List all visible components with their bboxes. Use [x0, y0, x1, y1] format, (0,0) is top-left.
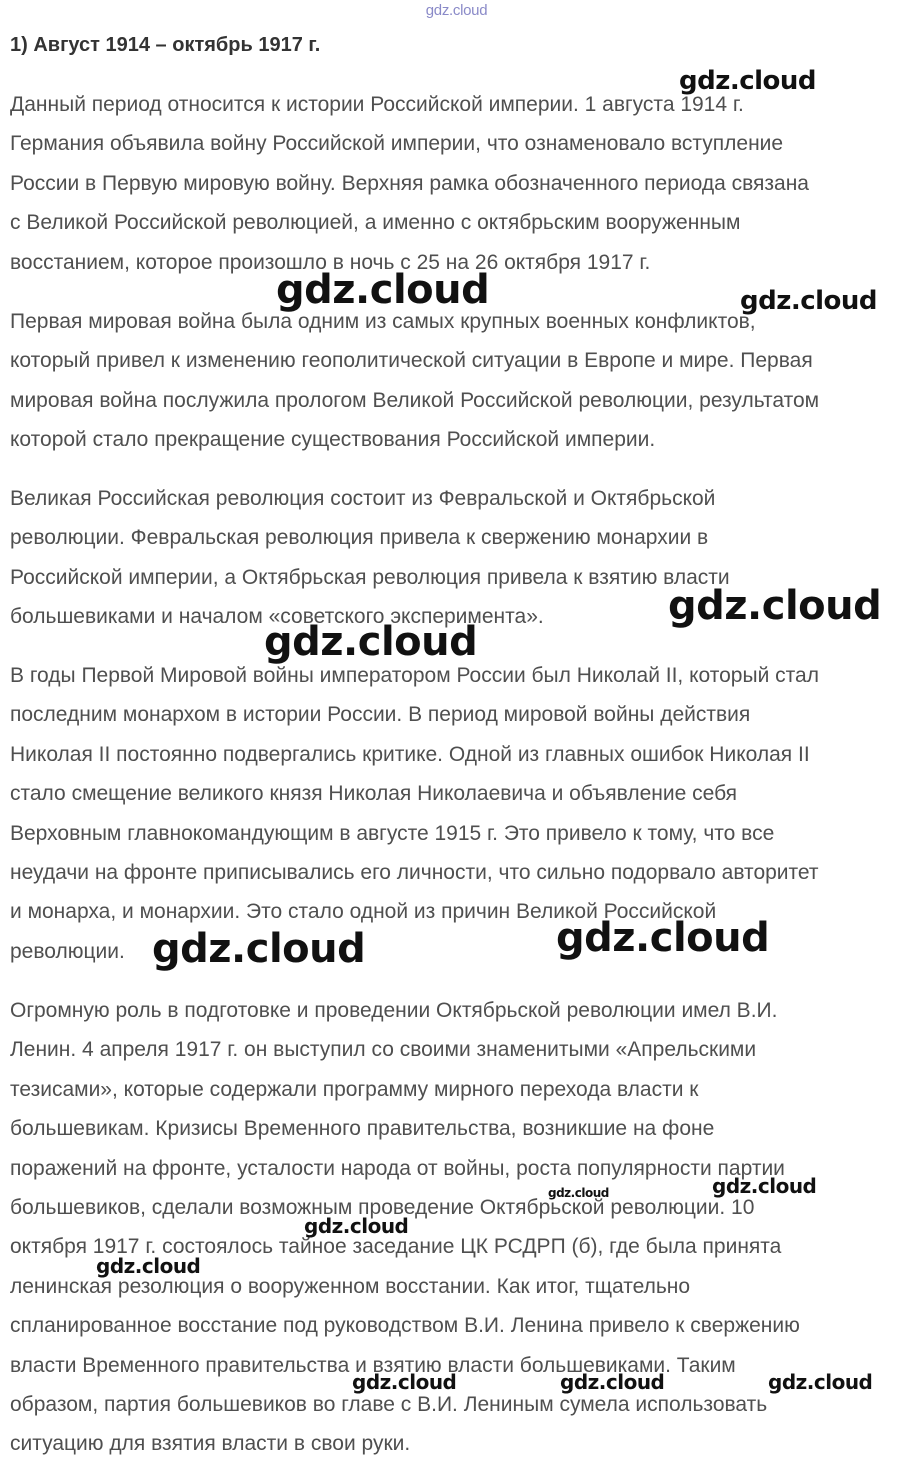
- paragraph-5: Огромную роль в подготовке и проведении Октябрьской революции имел В.И. Ленин. 4 апреля 1917 г. он выступил со своими знаменитыми «Апрельскими тезисами», которые содержали программу мирного перехода власти к большевикам. Кризисы Временного правительства, возникшие на фоне поражений на фронте, усталости народа от войны, роста популярности партии большевиков, сделали возможным проведение Октябрьской революции. 10 октября 1917 г. состоялось тайное заседание ЦК РСДРП (б), где была принята ленинская резолюция о вооруженном восстании. Как итог, тщательно спланированное восстание под руководством В.И. Ленина привело к свержению власти Временного правительства и взятию власти большевиками. Таким образом, партия большевиков во главе с В.И. Лениным сумела использовать ситуацию для взятия власти в свои руки.: [10, 999, 800, 1456]
- paragraph-1: Данный период относится к истории Российской империи. 1 августа 1914 г. Германия объявила войну Российской империи, что ознаменовало вступление России в Первую мировую войну. Верхняя рамка обозначенного периода связана с Великой Российской революцией, а именно с октябрьским вооруженным восстанием, которое произошло в ночь с 25 на 26 октября 1917 г.: [10, 93, 809, 274]
- watermark: gdz.cloud: [548, 1186, 609, 1200]
- watermark: gdz.cloud: [740, 286, 878, 316]
- watermark: gdz.cloud: [152, 926, 366, 972]
- watermark: gdz.cloud: [304, 1214, 409, 1238]
- watermark: gdz.cloud: [679, 66, 817, 96]
- answer-heading: 1) Август 1914 – октябрь 1917 г.: [10, 34, 321, 56]
- watermark: gdz.cloud: [712, 1174, 817, 1198]
- watermark: gdz.cloud: [96, 1254, 201, 1278]
- watermark: gdz.cloud: [560, 1370, 665, 1394]
- paragraph-2: Первая мировая война была одним из самых крупных военных конфликтов, который привел к изменению геополитической ситуации в Европе и мире. Первая мировая война послужила прологом Великой Российской революции, результатом которой стало прекращение существования Российской империи.: [10, 310, 820, 452]
- watermark: gdz.cloud: [768, 1370, 873, 1394]
- watermark: gdz.cloud: [264, 619, 478, 665]
- watermark: gdz.cloud: [668, 583, 882, 629]
- paragraph-4: В годы Первой Мировой войны императором России был Николай II, который стал последним монархом в истории России. В период мировой войны действия Николая II постоянно подвергались критике. Одной из главных ошибок Николая II стало смещение великого князя Николая Николаевича и объявление себя Верховным главнокомандующим в августе 1915 г. Это привело к тому, что все неудачи на фронте приписывались его личности, что сильно подорвало авторитет и монарха, и монархии. Это стало одной из причин Великой Российской революции.: [10, 664, 819, 963]
- paragraph-3: Великая Российская революция состоит из Февральской и Октябрьской революции. Февральская революция привела к свержению монархии в Российской империи, а Октябрьская революция привела к взятию власти большевиками и началом «советского эксперимента».: [10, 487, 730, 629]
- watermark: gdz.cloud: [556, 915, 770, 961]
- watermark: gdz.cloud: [352, 1370, 457, 1394]
- watermark: gdz.cloud: [276, 267, 490, 313]
- site-watermark: gdz.cloud: [425, 2, 488, 19]
